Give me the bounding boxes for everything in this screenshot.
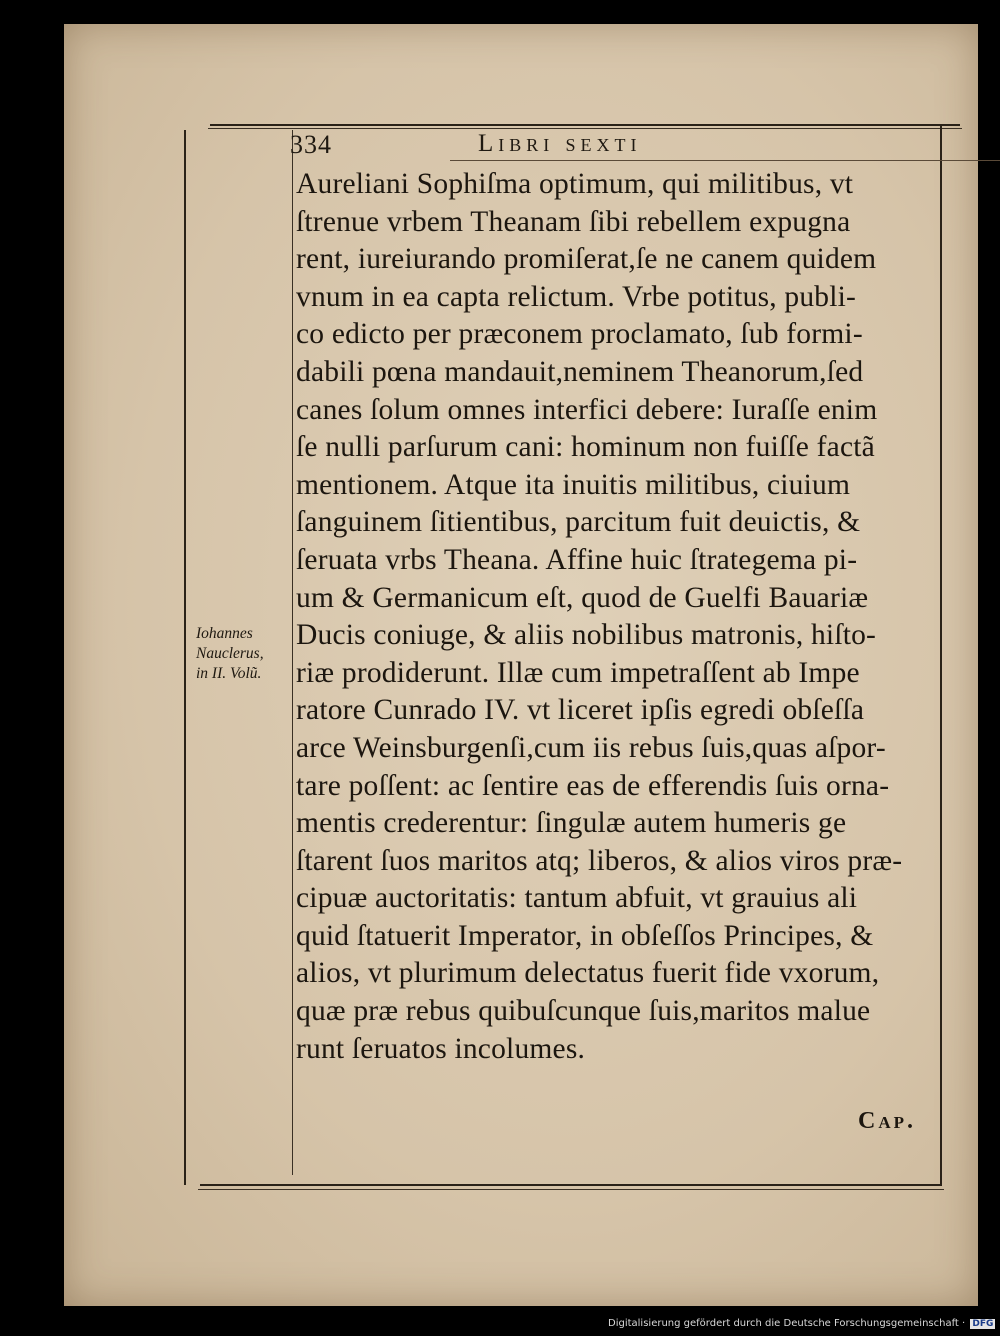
marginal-note-line: in II. Volũ. — [196, 665, 262, 682]
text-line: rent, iureiurando promiſerat,ſe ne canem quidem — [296, 243, 877, 276]
text-line: dabili pœna mandauit,neminem Theanorum,ſed — [296, 355, 864, 388]
top-border-rule — [210, 124, 960, 126]
marginal-note — [196, 624, 292, 684]
text-column-left-rule — [292, 130, 293, 1175]
running-head: Libri sexti — [478, 130, 642, 157]
text-line: tare poſſent: ac ſentire eas de efferendis ſuis orna- — [296, 769, 890, 802]
marginal-note-line: Nauclerus, — [196, 645, 264, 662]
bottom-border-rule — [200, 1184, 942, 1186]
dfg-logo: DFG — [972, 1319, 994, 1329]
page-number: 334 — [290, 130, 332, 159]
body-text — [296, 166, 946, 1068]
header-rule — [450, 160, 1000, 161]
text-line: riæ prodiderunt. Illæ cum impetraſſent ab Impe — [296, 656, 860, 689]
text-line: runt ſeruatos incolumes. — [296, 1032, 586, 1065]
margin-left-rule — [184, 130, 186, 1185]
page-header — [290, 130, 930, 166]
text-line: ſeruata vrbs Theana. Affine huic ſtrategema pi- — [296, 543, 858, 576]
text-line: ratore Cunrado IV. vt liceret ipſis egredi obſeſſa — [296, 694, 865, 727]
text-line: Ducis coniuge, & aliis nobilibus matronis, hiſto- — [296, 619, 877, 652]
catchword: Cap. — [858, 1108, 916, 1134]
marginal-note-line: Iohannes — [196, 625, 253, 642]
text-line: ſtarent ſuos maritos atq; liberos, & alios viros præ- — [296, 844, 903, 877]
footer-text: Digitalisierung gefördert durch die Deutsche Forschungsgemeinschaft · — [608, 1318, 966, 1329]
text-line: quid ſtatuerit Imperator, in obſeſſos Principes, & — [296, 919, 874, 952]
text-line: ſe nulli parſurum cani: hominum non fuiſſe factã — [296, 431, 875, 464]
text-line: um & Germanicum eſt, quod de Guelfi Bauariæ — [296, 581, 869, 614]
text-line: arce Weinsburgenſi,cum iis rebus ſuis,quas aſpor- — [296, 731, 886, 764]
text-line: quæ præ rebus quibuſcunque ſuis,maritos malue — [296, 995, 871, 1028]
text-line: co edicto per præconem proclamato, ſub formi- — [296, 318, 863, 351]
text-line: mentionem. Atque ita inuitis militibus, ciuium — [296, 468, 851, 501]
text-line: cipuæ auctoritatis: tantum abfuit, vt grauius ali — [296, 882, 858, 915]
text-line: mentis crederentur: ſingulæ autem humeris ge — [296, 807, 847, 840]
text-line: vnum in ea capta relictum. Vrbe potitus, publi- — [296, 280, 857, 313]
digitization-footer — [608, 1318, 995, 1329]
text-line: canes ſolum omnes interfici debere: Iuraſſe enim — [296, 393, 878, 426]
top-border-rule-inner — [208, 128, 962, 129]
text-line: ſanguinem ſitientibus, parcitum fuit deuictis, & — [296, 506, 861, 539]
text-line: alios, vt plurimum delectatus fuerit fide vxorum, — [296, 957, 880, 990]
bottom-border-rule-inner — [198, 1189, 944, 1190]
text-line: Aureliani Sophiſma optimum, qui militibus, vt — [296, 168, 854, 200]
text-line: ſtrenue vrbem Theanam ſibi rebellem expugna — [296, 205, 851, 238]
